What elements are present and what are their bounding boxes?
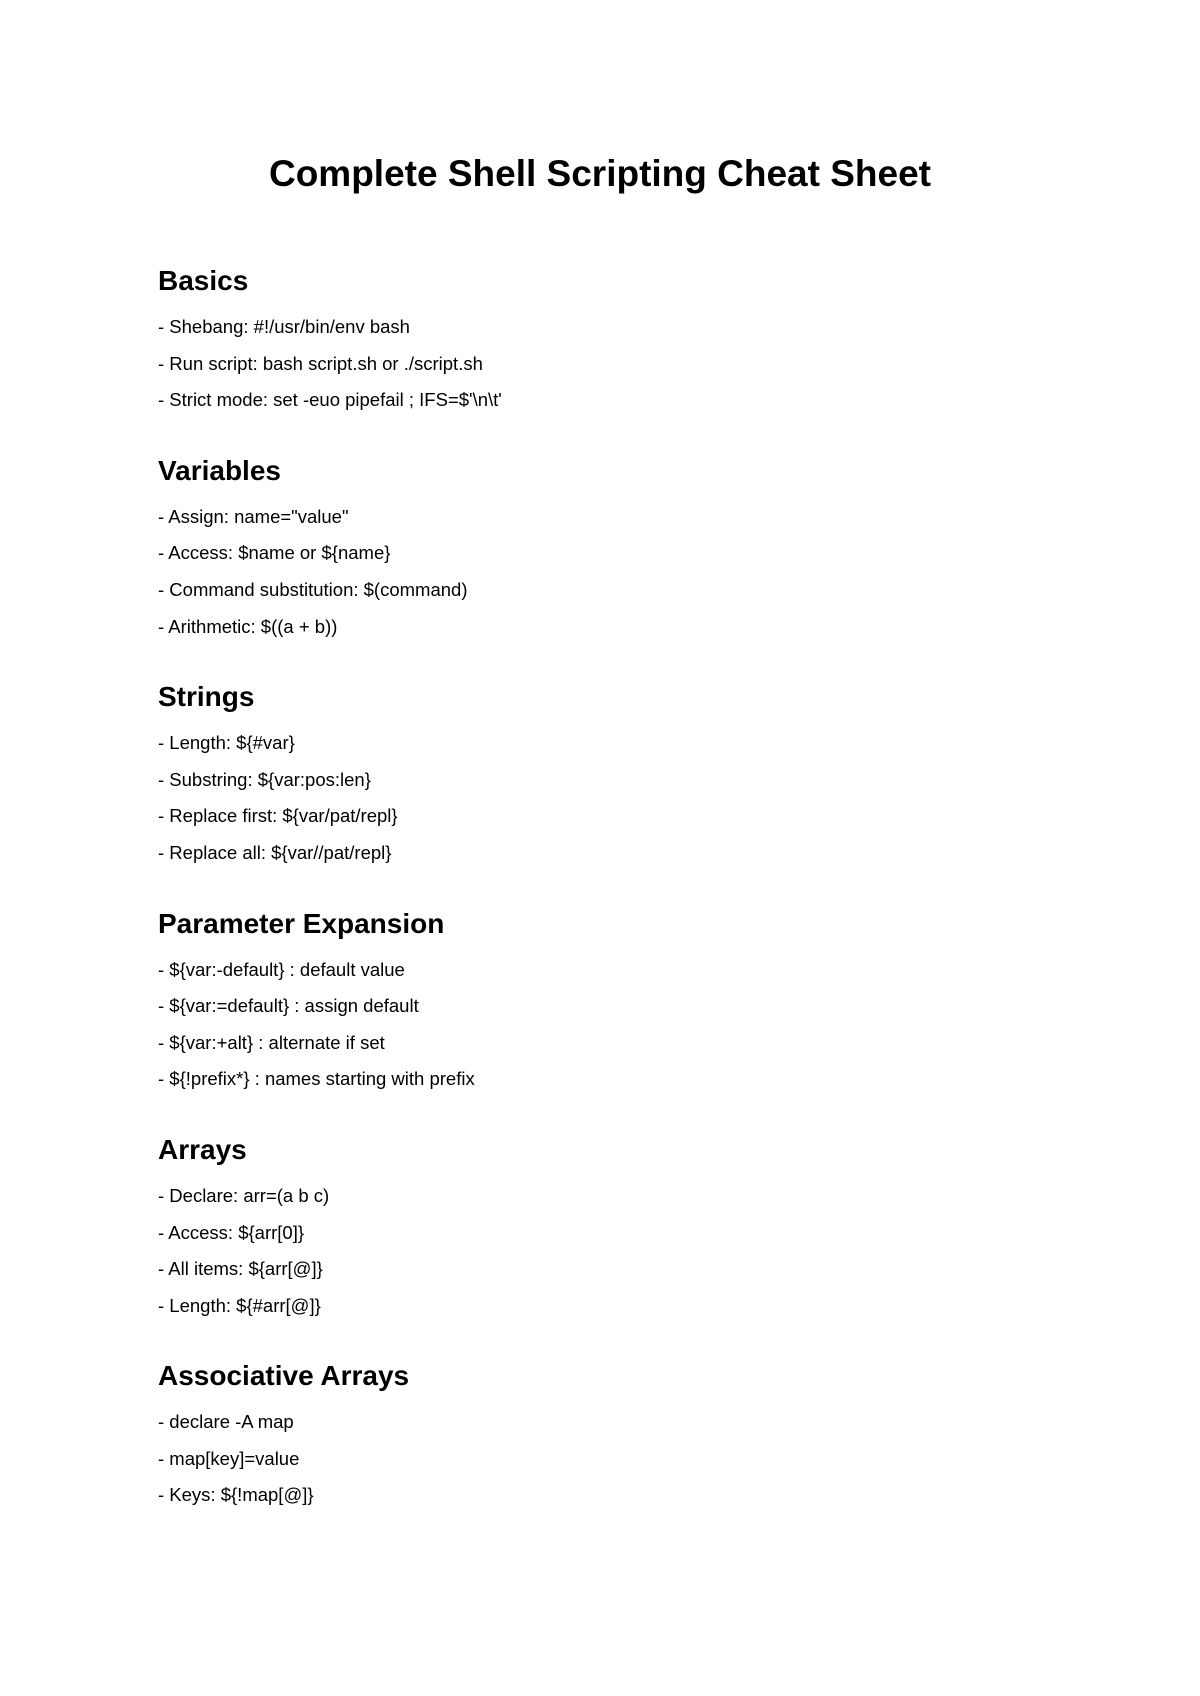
list-item: - Access: ${arr[0]} xyxy=(158,1221,305,1243)
list-item: - map[key]=value xyxy=(158,1447,300,1469)
list-item: - Command substitution: $(command) xyxy=(158,578,468,600)
section-associative-arrays xyxy=(158,1360,1058,1514)
list-item: - Length: ${#arr[@]} xyxy=(158,1294,321,1316)
list-item: - ${var:+alt} : alternate if set xyxy=(158,1031,385,1053)
section-heading: Variables xyxy=(158,454,281,486)
section-variables xyxy=(158,455,1058,645)
document-body xyxy=(158,265,1058,1550)
list-item: - Keys: ${!map[@]} xyxy=(158,1484,314,1506)
item-list xyxy=(158,309,1058,419)
section-heading: Associative Arrays xyxy=(158,1360,410,1392)
section-heading: Strings xyxy=(158,681,255,713)
list-item: - declare -A map xyxy=(158,1411,294,1433)
item-list xyxy=(158,952,1058,1098)
item-list xyxy=(158,1178,1058,1324)
list-item: - Access: $name or ${name} xyxy=(158,542,391,564)
list-item: - ${var:=default} : assign default xyxy=(158,995,419,1017)
list-item: - Replace all: ${var//pat/repl} xyxy=(158,841,392,863)
section-arrays xyxy=(158,1134,1058,1324)
section-parameter-expansion xyxy=(158,908,1058,1098)
list-item: - Run script: bash script.sh or ./script.sh xyxy=(158,352,483,374)
list-item: - All items: ${arr[@]} xyxy=(158,1258,323,1280)
list-item: - Declare: arr=(a b c) xyxy=(158,1184,330,1206)
item-list xyxy=(158,499,1058,645)
list-item: - Shebang: #!/usr/bin/env bash xyxy=(158,316,410,337)
list-item: - Assign: name="value" xyxy=(158,505,349,527)
list-item: - Substring: ${var:pos:len} xyxy=(158,768,371,790)
section-heading: Arrays xyxy=(158,1133,247,1165)
section-basics xyxy=(158,265,1058,419)
list-item: - Arithmetic: $((a + b)) xyxy=(158,615,338,637)
item-list xyxy=(158,1404,1058,1514)
list-item: - Strict mode: set -euo pipefail ; IFS=$'\n\t' xyxy=(158,389,502,411)
section-heading: Basics xyxy=(158,265,249,296)
item-list xyxy=(158,725,1058,871)
list-item: - Length: ${#var} xyxy=(158,732,295,754)
section-strings xyxy=(158,681,1058,871)
list-item: - ${var:-default} : default value xyxy=(158,958,405,980)
page-title: Complete Shell Scripting Cheat Sheet xyxy=(268,153,931,194)
section-heading: Parameter Expansion xyxy=(158,907,445,939)
list-item: - Replace first: ${var/pat/repl} xyxy=(158,805,398,827)
list-item: - ${!prefix*} : names starting with prefix xyxy=(158,1068,475,1090)
